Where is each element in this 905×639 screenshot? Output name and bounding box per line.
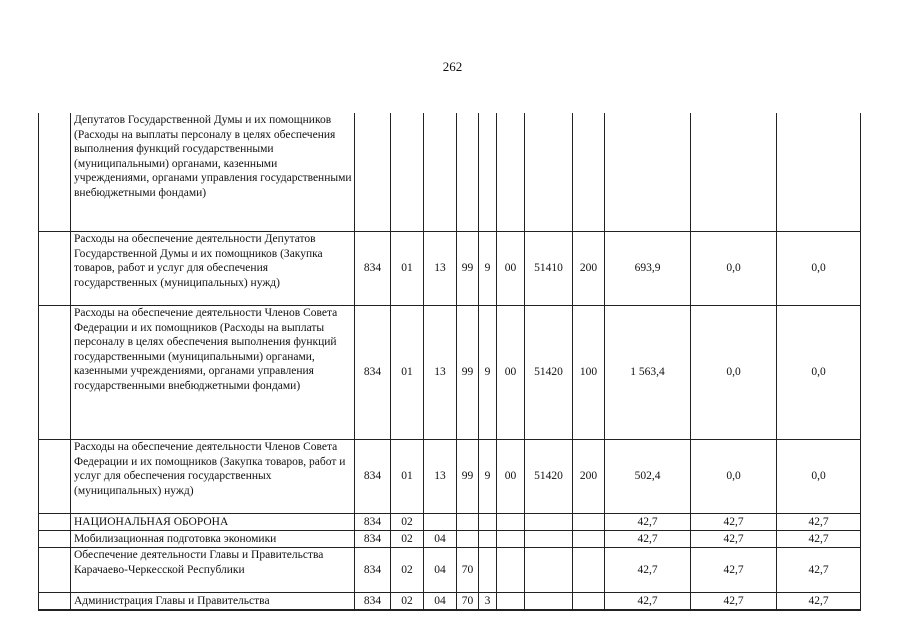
subsection-code: 04 [424,593,457,611]
amount-year-1: 693,9 [605,232,691,306]
amount-year-2: 42,7 [691,514,777,531]
expense-type-code [573,531,605,548]
expense-type-code: 100 [573,306,605,440]
subprogram-code [479,514,497,531]
ministry-code: 834 [355,440,391,514]
section-code: 01 [391,306,424,440]
amount-year-3: 0,0 [777,232,861,306]
amount-year-2: 0,0 [691,306,777,440]
subsection-code: 04 [424,548,457,593]
subprogram-code: 9 [479,232,497,306]
table-row [39,232,861,306]
subsection-code: 13 [424,232,457,306]
row-name: Расходы на обеспечение деятельности Членов Совета Федерации и их помощников (Расходы на выплаты персоналу в целях обеспечения выполнения функций государственными (муниципальными) органами, казенными учреждениями, органами управления государственными внебюджетными фондами) [71,306,355,440]
amount-year-2: 42,7 [691,593,777,611]
table-row [39,306,861,440]
direction-code: 51410 [525,232,573,306]
blank-cell [39,514,71,531]
program-code: 99 [457,306,479,440]
ministry-code [355,113,391,232]
amount-year-3: 0,0 [777,306,861,440]
row-name: Мобилизационная подготовка экономики [71,531,355,548]
direction-code [525,593,573,611]
blank-cell [39,440,71,514]
amount-year-3: 42,7 [777,548,861,593]
blank-cell [39,593,71,611]
ministry-code: 834 [355,232,391,306]
table-row [39,440,861,514]
subprogram-code [479,548,497,593]
amount-year-2 [691,113,777,232]
direction-code: 51420 [525,440,573,514]
event-code [497,593,525,611]
direction-code [525,514,573,531]
amount-year-1: 1 563,4 [605,306,691,440]
subprogram-code: 9 [479,440,497,514]
row-name: Администрация Главы и Правительства [71,593,355,611]
row-name: Обеспечение деятельности Главы и Правительства Карачаево-Черкесской Республики [71,548,355,593]
event-code: 00 [497,440,525,514]
amount-year-2: 42,7 [691,531,777,548]
amount-year-2: 0,0 [691,440,777,514]
subprogram-code [479,531,497,548]
amount-year-1: 42,7 [605,514,691,531]
ministry-code: 834 [355,531,391,548]
ministry-code: 834 [355,593,391,611]
program-code: 99 [457,232,479,306]
program-code: 70 [457,593,479,611]
ministry-code: 834 [355,548,391,593]
section-code: 02 [391,593,424,611]
expense-type-code [573,548,605,593]
subsection-code: 13 [424,306,457,440]
amount-year-2: 0,0 [691,232,777,306]
section-code: 01 [391,440,424,514]
expense-type-code [573,113,605,232]
event-code [497,548,525,593]
expense-type-code [573,593,605,611]
direction-code [525,531,573,548]
amount-year-3: 0,0 [777,440,861,514]
row-name: НАЦИОНАЛЬНАЯ ОБОРОНА [71,514,355,531]
event-code [497,514,525,531]
program-code [457,514,479,531]
subsection-code [424,113,457,232]
table-row [39,548,861,593]
amount-year-3 [777,113,861,232]
blank-cell [39,531,71,548]
subprogram-code: 3 [479,593,497,611]
direction-code [525,548,573,593]
subsection-code [424,514,457,531]
section-code: 02 [391,514,424,531]
direction-code: 51420 [525,306,573,440]
amount-year-1: 42,7 [605,531,691,548]
expense-type-code: 200 [573,440,605,514]
ministry-code: 834 [355,306,391,440]
expense-type-code: 200 [573,232,605,306]
table-row [39,113,861,232]
table-row [39,514,861,531]
direction-code [525,113,573,232]
blank-cell [39,232,71,306]
blank-cell [39,548,71,593]
amount-year-3: 42,7 [777,531,861,548]
program-code [457,531,479,548]
program-code: 99 [457,440,479,514]
subprogram-code [479,113,497,232]
event-code [497,113,525,232]
event-code [497,531,525,548]
blank-cell [39,306,71,440]
row-name: Депутатов Государственной Думы и их помощников (Расходы на выплаты персоналу в целях обеспечения выполнения функций государственными (муниципальными) органами, казенными учреждениями, органами управления государственными внебюджетными фондами) [71,113,355,232]
budget-table [38,113,861,611]
event-code: 00 [497,232,525,306]
section-code: 02 [391,531,424,548]
subprogram-code: 9 [479,306,497,440]
amount-year-1: 42,7 [605,548,691,593]
subsection-code: 04 [424,531,457,548]
page-number: 262 [442,59,463,74]
amount-year-1 [605,113,691,232]
table-row [39,531,861,548]
event-code: 00 [497,306,525,440]
amount-year-3: 42,7 [777,593,861,611]
program-code: 70 [457,548,479,593]
section-code: 02 [391,548,424,593]
section-code: 01 [391,232,424,306]
table-row [39,593,861,611]
section-code [391,113,424,232]
row-name: Расходы на обеспечение деятельности Членов Совета Федерации и их помощников (Закупка товаров, работ и услуг для обеспечения государственных (муниципальных) нужд) [71,440,355,514]
subsection-code: 13 [424,440,457,514]
blank-cell [39,113,71,232]
program-code [457,113,479,232]
expense-type-code [573,514,605,531]
amount-year-2: 42,7 [691,548,777,593]
amount-year-3: 42,7 [777,514,861,531]
row-name: Расходы на обеспечение деятельности Депутатов Государственной Думы и их помощников (Закупка товаров, работ и услуг для обеспечения государственных (муниципальных) нужд) [71,232,355,306]
amount-year-1: 502,4 [605,440,691,514]
amount-year-1: 42,7 [605,593,691,611]
ministry-code: 834 [355,514,391,531]
